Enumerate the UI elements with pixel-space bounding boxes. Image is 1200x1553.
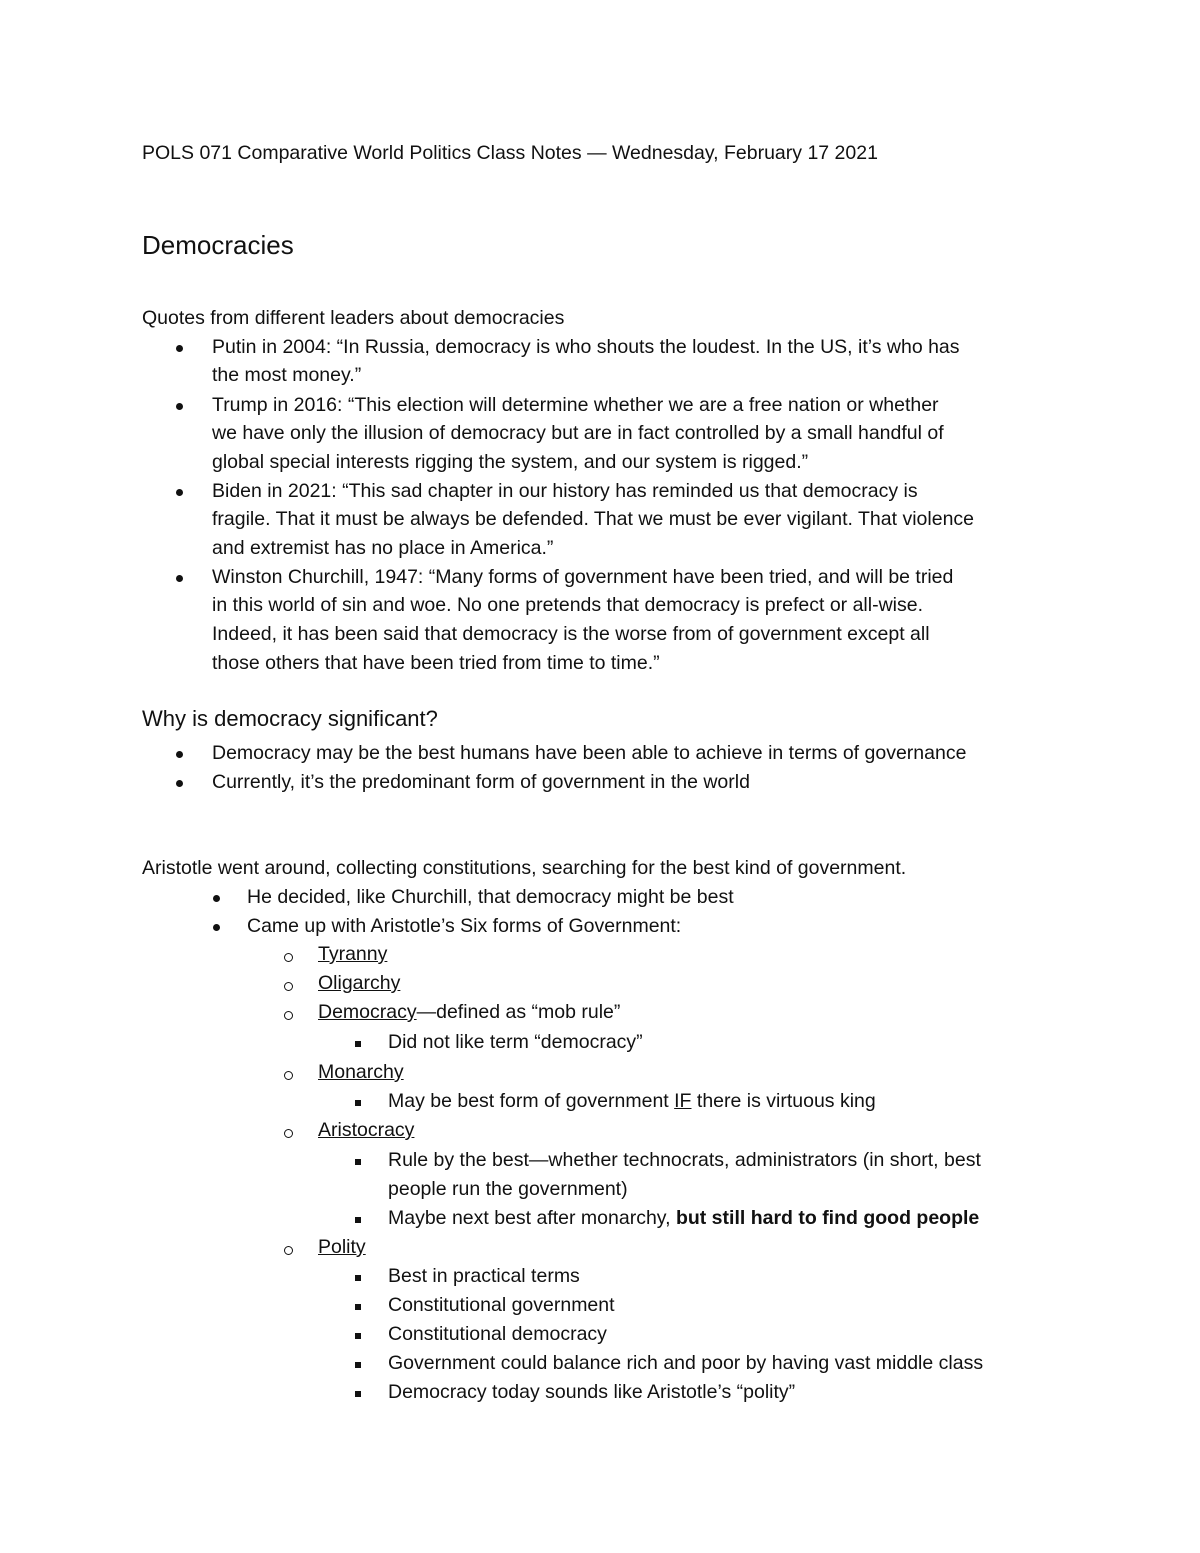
democracy-note: Did not like term “democracy” — [388, 1031, 643, 1053]
quote-churchill-line4: those others that have been tried from time to time.” — [212, 652, 660, 674]
significance-item: Currently, it’s the predominant form of government in the world — [212, 771, 750, 793]
square-bullet — [355, 1159, 361, 1165]
bullet-dot — [176, 403, 183, 410]
bullet-dot — [176, 489, 183, 496]
polity-note: Best in practical terms — [388, 1265, 580, 1287]
polity-note: Government could balance rich and poor by having vast middle class — [388, 1352, 984, 1374]
quote-putin-line2: the most money.” — [212, 364, 362, 386]
circle-bullet — [284, 1071, 293, 1080]
quote-trump-line3: global special interests rigging the system, and our system is rigged.” — [212, 451, 809, 473]
quote-biden-line1: Biden in 2021: “This sad chapter in our history has reminded us that democracy is — [212, 480, 918, 502]
quote-biden-line3: and extremist has no place in America.” — [212, 537, 554, 559]
square-bullet — [355, 1391, 361, 1397]
square-bullet — [355, 1362, 361, 1368]
document-title: POLS 071 Comparative World Politics Class Notes — Wednesday, February 17 2021 — [142, 142, 878, 164]
significance-item: Democracy may be the best humans have been able to achieve in terms of governance — [212, 742, 967, 764]
quote-churchill-line1: Winston Churchill, 1947: “Many forms of government have been tried, and will be tried — [212, 566, 954, 588]
quote-trump-line1: Trump in 2016: “This election will determine whether we are a free nation or whether — [212, 394, 939, 416]
form-tyranny: Tyranny — [318, 943, 388, 965]
quote-putin-line1: Putin in 2004: “In Russia, democracy is who shouts the loudest. In the US, it’s who has — [212, 336, 960, 358]
quote-churchill-line3: Indeed, it has been said that democracy is the worse from of government except all — [212, 623, 930, 645]
quote-trump-line2: we have only the illusion of democracy but are in fact controlled by a small handful of — [212, 422, 944, 444]
form-democracy-definition: —defined as “mob rule” — [416, 1001, 621, 1023]
heading-significance: Why is democracy significant? — [142, 706, 438, 731]
monarchy-note-text: May be best form of government — [388, 1090, 675, 1112]
circle-bullet — [284, 1011, 293, 1020]
aristocracy-note2-text: Maybe next best after monarchy, — [388, 1207, 676, 1229]
polity-note: Constitutional democracy — [388, 1323, 607, 1345]
aristocracy-note2-bold: but still hard to find good people — [675, 1207, 980, 1229]
aristocracy-note2 — [388, 1207, 979, 1230]
form-democracy-line — [318, 1001, 620, 1024]
form-oligarchy: Oligarchy — [318, 972, 401, 994]
bullet-dot — [176, 751, 183, 758]
square-bullet — [355, 1217, 361, 1223]
bullet-dot — [213, 895, 220, 902]
aristotle-point: He decided, like Churchill, that democracy might be best — [247, 886, 734, 908]
circle-bullet — [284, 1246, 293, 1255]
form-polity: Polity — [318, 1236, 366, 1258]
bullet-dot — [176, 345, 183, 352]
bullet-dot — [176, 780, 183, 787]
form-democracy: Democracy — [318, 1001, 417, 1023]
aristotle-point: Came up with Aristotle’s Six forms of Government: — [247, 915, 682, 937]
square-bullet — [355, 1304, 361, 1310]
bullet-dot — [213, 924, 220, 931]
square-bullet — [355, 1041, 361, 1047]
form-aristocracy: Aristocracy — [318, 1119, 415, 1141]
polity-note: Constitutional government — [388, 1294, 615, 1316]
aristocracy-note1-line1: Rule by the best—whether technocrats, administrators (in short, best — [388, 1149, 981, 1171]
aristocracy-note1-line2: people run the government) — [388, 1178, 628, 1200]
square-bullet — [355, 1100, 361, 1106]
bullet-dot — [176, 575, 183, 582]
square-bullet — [355, 1333, 361, 1339]
circle-bullet — [284, 1129, 293, 1138]
circle-bullet — [284, 953, 293, 962]
form-monarchy: Monarchy — [318, 1061, 404, 1083]
aristotle-intro: Aristotle went around, collecting constitutions, searching for the best kind of government. — [142, 857, 907, 879]
quotes-intro: Quotes from different leaders about democracies — [142, 307, 565, 329]
monarchy-note-if: IF — [674, 1090, 692, 1112]
monarchy-note — [388, 1090, 876, 1113]
polity-note: Democracy today sounds like Aristotle’s “polity” — [388, 1381, 796, 1403]
quote-biden-line2: fragile. That it must be always be defended. That we must be ever vigilant. That violence — [212, 508, 975, 530]
circle-bullet — [284, 982, 293, 991]
square-bullet — [355, 1275, 361, 1281]
quote-churchill-line2: in this world of sin and woe. No one pretends that democracy is prefect or all-wise. — [212, 594, 924, 616]
monarchy-note-text-end: there is virtuous king — [691, 1090, 876, 1112]
heading-democracies: Democracies — [142, 230, 294, 260]
